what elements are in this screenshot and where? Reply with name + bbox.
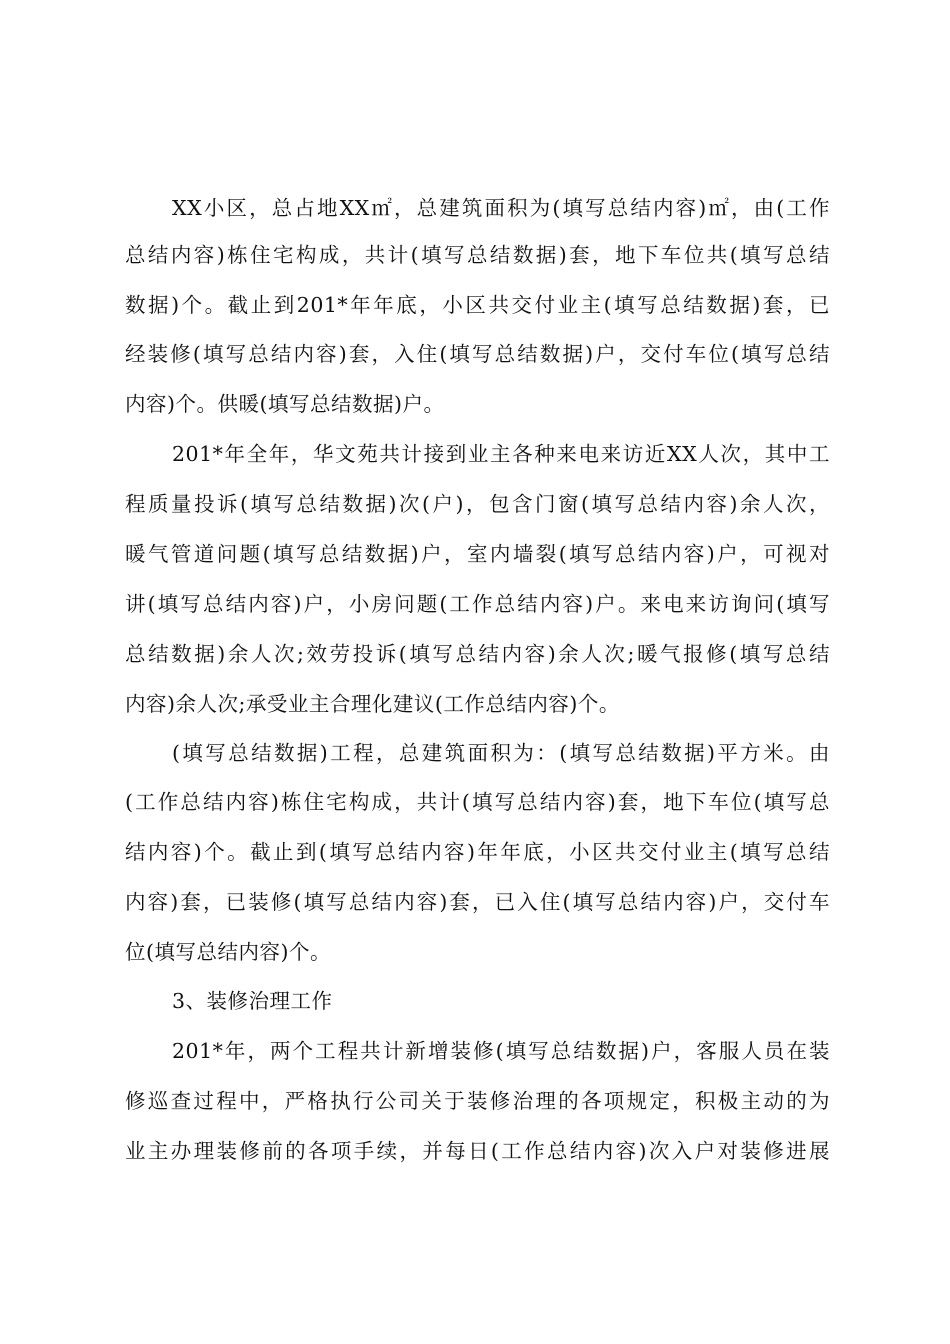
paragraph-1-line-1: XX小区，总占地XX㎡，总建筑面积为(填写总结内容)㎡，由(工作 [172,196,830,220]
paragraph-1-line-5: 内容)个。供暖(填写总结数据)户。 [125,392,445,416]
paragraph-1-line-2: 总结内容)栋住宅构成，共计(填写总结数据)套，地下车位共(填写总结 [125,243,830,267]
paragraph-1-line-4: 经装修(填写总结内容)套，入住(填写总结数据)户，交付车位(填写总结 [125,342,830,366]
paragraph-2-line-4: 讲(填写总结内容)户，小房问题(工作总结内容)户。来电来访询问(填写 [125,592,830,616]
paragraph-3-line-2: (工作总结内容)栋住宅构成，共计(填写总结内容)套，地下车位(填写总 [125,790,830,814]
paragraph-2-line-2: 程质量投诉(填写总结数据)次(户)，包含门窗(填写总结内容)余人次， [125,492,830,516]
paragraph-3-line-3: 结内容)个。截止到(填写总结内容)年年底，小区共交付业主(填写总结 [125,840,830,864]
paragraph-2-line-3: 暖气管道问题(填写总结数据)户，室内墙裂(填写总结内容)户，可视对 [125,542,830,566]
paragraph-3-line-4: 内容)套，已装修(填写总结内容)套，已入住(填写总结内容)户，交付车 [125,890,830,914]
paragraph-4-line-3: 业主办理装修前的各项手续，并每日(工作总结内容)次入户对装修进展 [125,1139,830,1163]
paragraph-3-line-5: 位(填写总结内容)个。 [125,940,331,964]
paragraph-3-line-1: (填写总结数据)工程，总建筑面积为：(填写总结数据)平方米。由 [172,741,830,765]
paragraph-4-line-2: 修巡查过程中，严格执行公司关于装修治理的各项规定，积极主动的为 [125,1089,830,1113]
paragraph-4-line-1: 201*年，两个工程共计新增装修(填写总结数据)户，客服人员在装 [172,1039,830,1063]
paragraph-1-line-3: 数据)个。截止到201*年年底，小区共交付业主(填写总结数据)套，已 [125,293,830,317]
section-heading: 3、装修治理工作 [172,989,333,1013]
paragraph-2-line-6: 内容)余人次;承受业主合理化建议(工作总结内容)个。 [125,692,620,716]
paragraph-2-line-5: 总结数据)余人次;效劳投诉(填写总结内容)余人次;暖气报修(填写总结 [125,642,830,666]
paragraph-2-line-1: 201*年全年，华文苑共计接到业主各种来电来访近XX人次，其中工 [172,442,830,466]
